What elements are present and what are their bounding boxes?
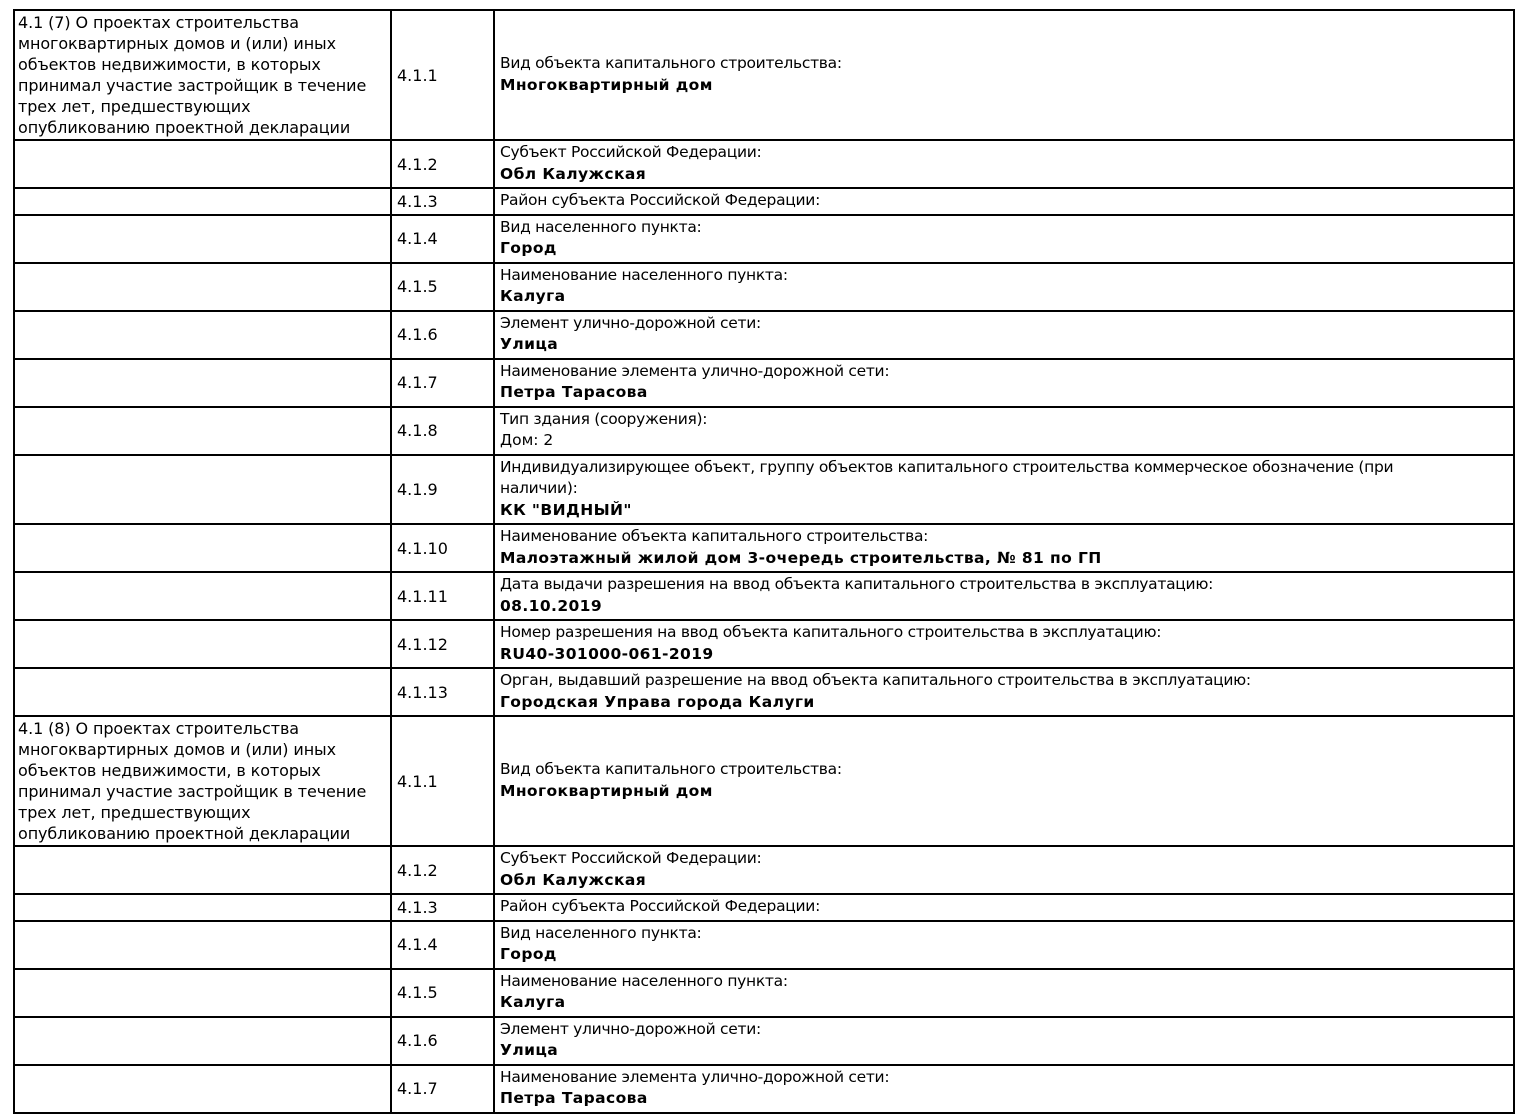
- field-cell: [494, 311, 1514, 359]
- field-cell: [494, 10, 1514, 140]
- field-label: Индивидуализирующее объект, группу объектов капитального строительства коммерческое обозначение (при наличии):: [500, 457, 1394, 497]
- field-value: Город: [500, 945, 557, 963]
- section-description-empty: [14, 894, 391, 921]
- section-description-empty: [14, 263, 391, 311]
- row-number: 4.1.5: [391, 969, 494, 1017]
- field-cell: [494, 668, 1514, 716]
- field-label: Вид населенного пункта:: [500, 923, 702, 942]
- field-value: 08.10.2019: [500, 596, 603, 615]
- table-row: [14, 455, 1514, 525]
- field-cell: [494, 140, 1514, 188]
- row-number: 4.1.6: [391, 1017, 494, 1065]
- field-value: Калуга: [500, 993, 566, 1011]
- section-description: 4.1 (8) О проектах строительства многоквартирных домов и (или) иных объектов недвижимости, в которых принимал участие застройщик в течение трех лет, предшествующих опубликованию проектной декларации: [14, 716, 391, 846]
- table-row: [14, 263, 1514, 311]
- section-description-empty: [14, 620, 391, 668]
- table-row: [14, 620, 1514, 668]
- section-description-empty: [14, 215, 391, 263]
- field-value: Город: [500, 239, 557, 257]
- table-row: [14, 524, 1514, 572]
- table-row: [14, 215, 1514, 263]
- section-description-empty: [14, 311, 391, 359]
- table-row: [14, 140, 1514, 188]
- table-row: [14, 1017, 1514, 1065]
- section-description-empty: [14, 572, 391, 620]
- table-row: [14, 10, 1514, 140]
- table-row: [14, 846, 1514, 894]
- field-label: Наименование населенного пункта:: [500, 971, 788, 990]
- field-cell: [494, 572, 1514, 620]
- field-value: Малоэтажный жилой дом 3-очередь строительства, № 81 по ГП: [500, 548, 1102, 567]
- field-value: Улица: [500, 1041, 559, 1059]
- row-number: 4.1.9: [391, 455, 494, 525]
- field-label: Номер разрешения на ввод объекта капитального строительства в эксплуатацию:: [500, 623, 1162, 641]
- field-label: Вид объекта капитального строительства:: [500, 54, 842, 72]
- row-number: 4.1.3: [391, 188, 494, 215]
- table-row: [14, 894, 1514, 921]
- row-number: 4.1.2: [391, 846, 494, 894]
- field-label: Вид объекта капитального строительства:: [500, 760, 842, 778]
- table-row: [14, 188, 1514, 215]
- row-number: 4.1.2: [391, 140, 494, 188]
- field-label: Элемент улично-дорожной сети:: [500, 1019, 761, 1038]
- field-label: Наименование населенного пункта:: [500, 265, 788, 284]
- row-number: 4.1.11: [391, 572, 494, 620]
- row-number: 4.1.10: [391, 524, 494, 572]
- field-value: КК "ВИДНЫЙ": [500, 500, 632, 519]
- row-number: 4.1.8: [391, 407, 494, 455]
- field-value: RU40-301000-061-2019: [500, 644, 714, 663]
- field-label: Субъект Российской Федерации:: [500, 143, 762, 161]
- section-description-empty: [14, 140, 391, 188]
- row-number: 4.1.6: [391, 311, 494, 359]
- field-value: Петра Тарасова: [500, 383, 648, 401]
- field-label: Наименование объекта капитального строительства:: [500, 527, 929, 545]
- row-number: 4.1.3: [391, 894, 494, 921]
- field-cell: [494, 263, 1514, 311]
- field-cell: [494, 620, 1514, 668]
- section-description-empty: [14, 1065, 391, 1113]
- section-description: 4.1 (7) О проектах строительства многоквартирных домов и (или) иных объектов недвижимости, в которых принимал участие застройщик в течение трех лет, предшествующих опубликованию проектной декларации: [14, 10, 391, 140]
- table-row: [14, 1065, 1514, 1113]
- section-description-empty: [14, 455, 391, 525]
- field-value: Многоквартирный дом: [500, 781, 713, 800]
- field-cell: [494, 524, 1514, 572]
- field-value: Петра Тарасова: [500, 1089, 648, 1107]
- row-number: 4.1.13: [391, 668, 494, 716]
- table-row: [14, 921, 1514, 969]
- table-row: [14, 572, 1514, 620]
- field-cell: [494, 969, 1514, 1017]
- section-description-empty: [14, 921, 391, 969]
- field-value: Калуга: [500, 287, 566, 305]
- field-label: Район субъекта Российской Федерации:: [500, 191, 820, 209]
- row-number: 4.1.5: [391, 263, 494, 311]
- table-row: [14, 407, 1514, 455]
- section-description-empty: [14, 188, 391, 215]
- field-label: Субъект Российской Федерации:: [500, 849, 762, 867]
- row-number: 4.1.1: [391, 10, 494, 140]
- field-cell: [494, 921, 1514, 969]
- field-cell: [494, 846, 1514, 894]
- field-cell: [494, 188, 1514, 215]
- table-row: [14, 359, 1514, 407]
- section-description-empty: [14, 668, 391, 716]
- field-cell: [494, 1065, 1514, 1113]
- section-description-empty: [14, 1017, 391, 1065]
- project-declaration-table: [13, 9, 1515, 1114]
- field-value: Улица: [500, 335, 559, 353]
- row-number: 4.1.4: [391, 215, 494, 263]
- field-label: Тип здания (сооружения):: [500, 409, 708, 428]
- field-cell: [494, 455, 1514, 525]
- row-number: 4.1.7: [391, 1065, 494, 1113]
- section-description-empty: [14, 969, 391, 1017]
- field-value: Обл Калужская: [500, 870, 647, 889]
- table-body: [14, 10, 1514, 1113]
- field-cell: [494, 716, 1514, 846]
- field-cell: [494, 894, 1514, 921]
- section-description-empty: [14, 359, 391, 407]
- row-number: 4.1.4: [391, 921, 494, 969]
- row-number: 4.1.12: [391, 620, 494, 668]
- field-cell: [494, 1017, 1514, 1065]
- field-value: Дом: 2: [500, 431, 554, 449]
- section-description-empty: [14, 407, 391, 455]
- table-row: [14, 716, 1514, 846]
- field-value: Городская Управа города Калуги: [500, 692, 815, 711]
- field-label: Элемент улично-дорожной сети:: [500, 313, 761, 332]
- row-number: 4.1.1: [391, 716, 494, 846]
- field-label: Район субъекта Российской Федерации:: [500, 897, 820, 915]
- field-label: Наименование элемента улично-дорожной сети:: [500, 361, 890, 380]
- field-label: Орган, выдавший разрешение на ввод объекта капитального строительства в эксплуатацию:: [500, 671, 1251, 689]
- field-value: Обл Калужская: [500, 164, 647, 183]
- field-label: Вид населенного пункта:: [500, 217, 702, 236]
- section-description-empty: [14, 846, 391, 894]
- table-row: [14, 311, 1514, 359]
- field-cell: [494, 215, 1514, 263]
- field-cell: [494, 407, 1514, 455]
- field-cell: [494, 359, 1514, 407]
- section-description-empty: [14, 524, 391, 572]
- field-label: Дата выдачи разрешения на ввод объекта капитального строительства в эксплуатацию:: [500, 575, 1214, 593]
- table-row: [14, 668, 1514, 716]
- field-value: Многоквартирный дом: [500, 75, 713, 94]
- table-row: [14, 969, 1514, 1017]
- row-number: 4.1.7: [391, 359, 494, 407]
- field-label: Наименование элемента улично-дорожной сети:: [500, 1067, 890, 1086]
